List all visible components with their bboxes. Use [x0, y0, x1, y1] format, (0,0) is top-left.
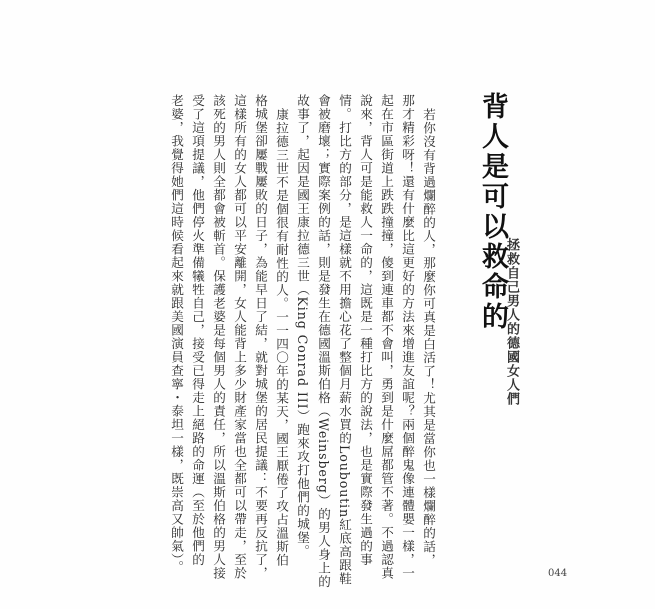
text-column-4: 說來，背人可是能救人一命的，這既是一種打比方的說法，也是實際發生過的事 — [358, 94, 373, 567]
text-column-9: 格城堡卻屢戰屢敗的日子，為能早日了結，就對城堡的居民提議：不要再反抗了， — [253, 94, 268, 580]
text-column-1: 若你沒有背過爛醉的人，那麼你可真是白活了！尤其是當你也一樣爛醉的話， — [421, 108, 436, 567]
text-column-5: 情。打比方的部分，是這樣就不用擔心花了整個月薪水買的Louboutin紅底高跟鞋 — [337, 94, 352, 586]
page-number: 044 — [548, 568, 568, 579]
text-column-10: 這樣所有的女人都可以平安離開，女人能背上多少財產家當也全都可以帶走，至於 — [232, 94, 247, 580]
chapter-subtitle: 拯救自己男人的德國女人們 — [504, 238, 519, 406]
text-column-3: 起在市區街道上跌跌撞撞，傻到連車都不會叫，勇到是什麼屌都管不著。不過認真 — [379, 94, 394, 580]
text-column-12: 受了這項提議，他們停火準備犧牲自己，接受已得走上絕路的命運（至於他們的 — [190, 94, 205, 567]
text-column-7: 故事了，起因是國王康拉德三世（King Conrad III）跑來攻打他們的城堡。 — [295, 94, 310, 558]
text-column-13: 老婆，我覺得她們這時候看起來就跟美國演員查寧・泰坦一樣，既崇高又帥氣）。 — [169, 94, 184, 574]
chapter-title: 背人是可以救命的 — [477, 92, 508, 332]
text-column-11: 該死的男人則全都會被斬首。保護老婆是每個男人的責任，所以溫斯伯格的男人接 — [211, 94, 226, 580]
text-column-6: 會被磨壞；實際案例的話，則是發生在德國溫斯伯格（Weinsberg）的男人身上的 — [316, 94, 331, 589]
text-column-2: 那才精彩呀！還有什麼比這更好的方法來增進友誼呢？兩個醉鬼像連體嬰一樣，一 — [400, 94, 415, 580]
text-column-8: 康拉德三世不是個很有耐性的人。一一四〇年的某天，國王厭倦了攻占溫斯伯 — [274, 108, 289, 567]
